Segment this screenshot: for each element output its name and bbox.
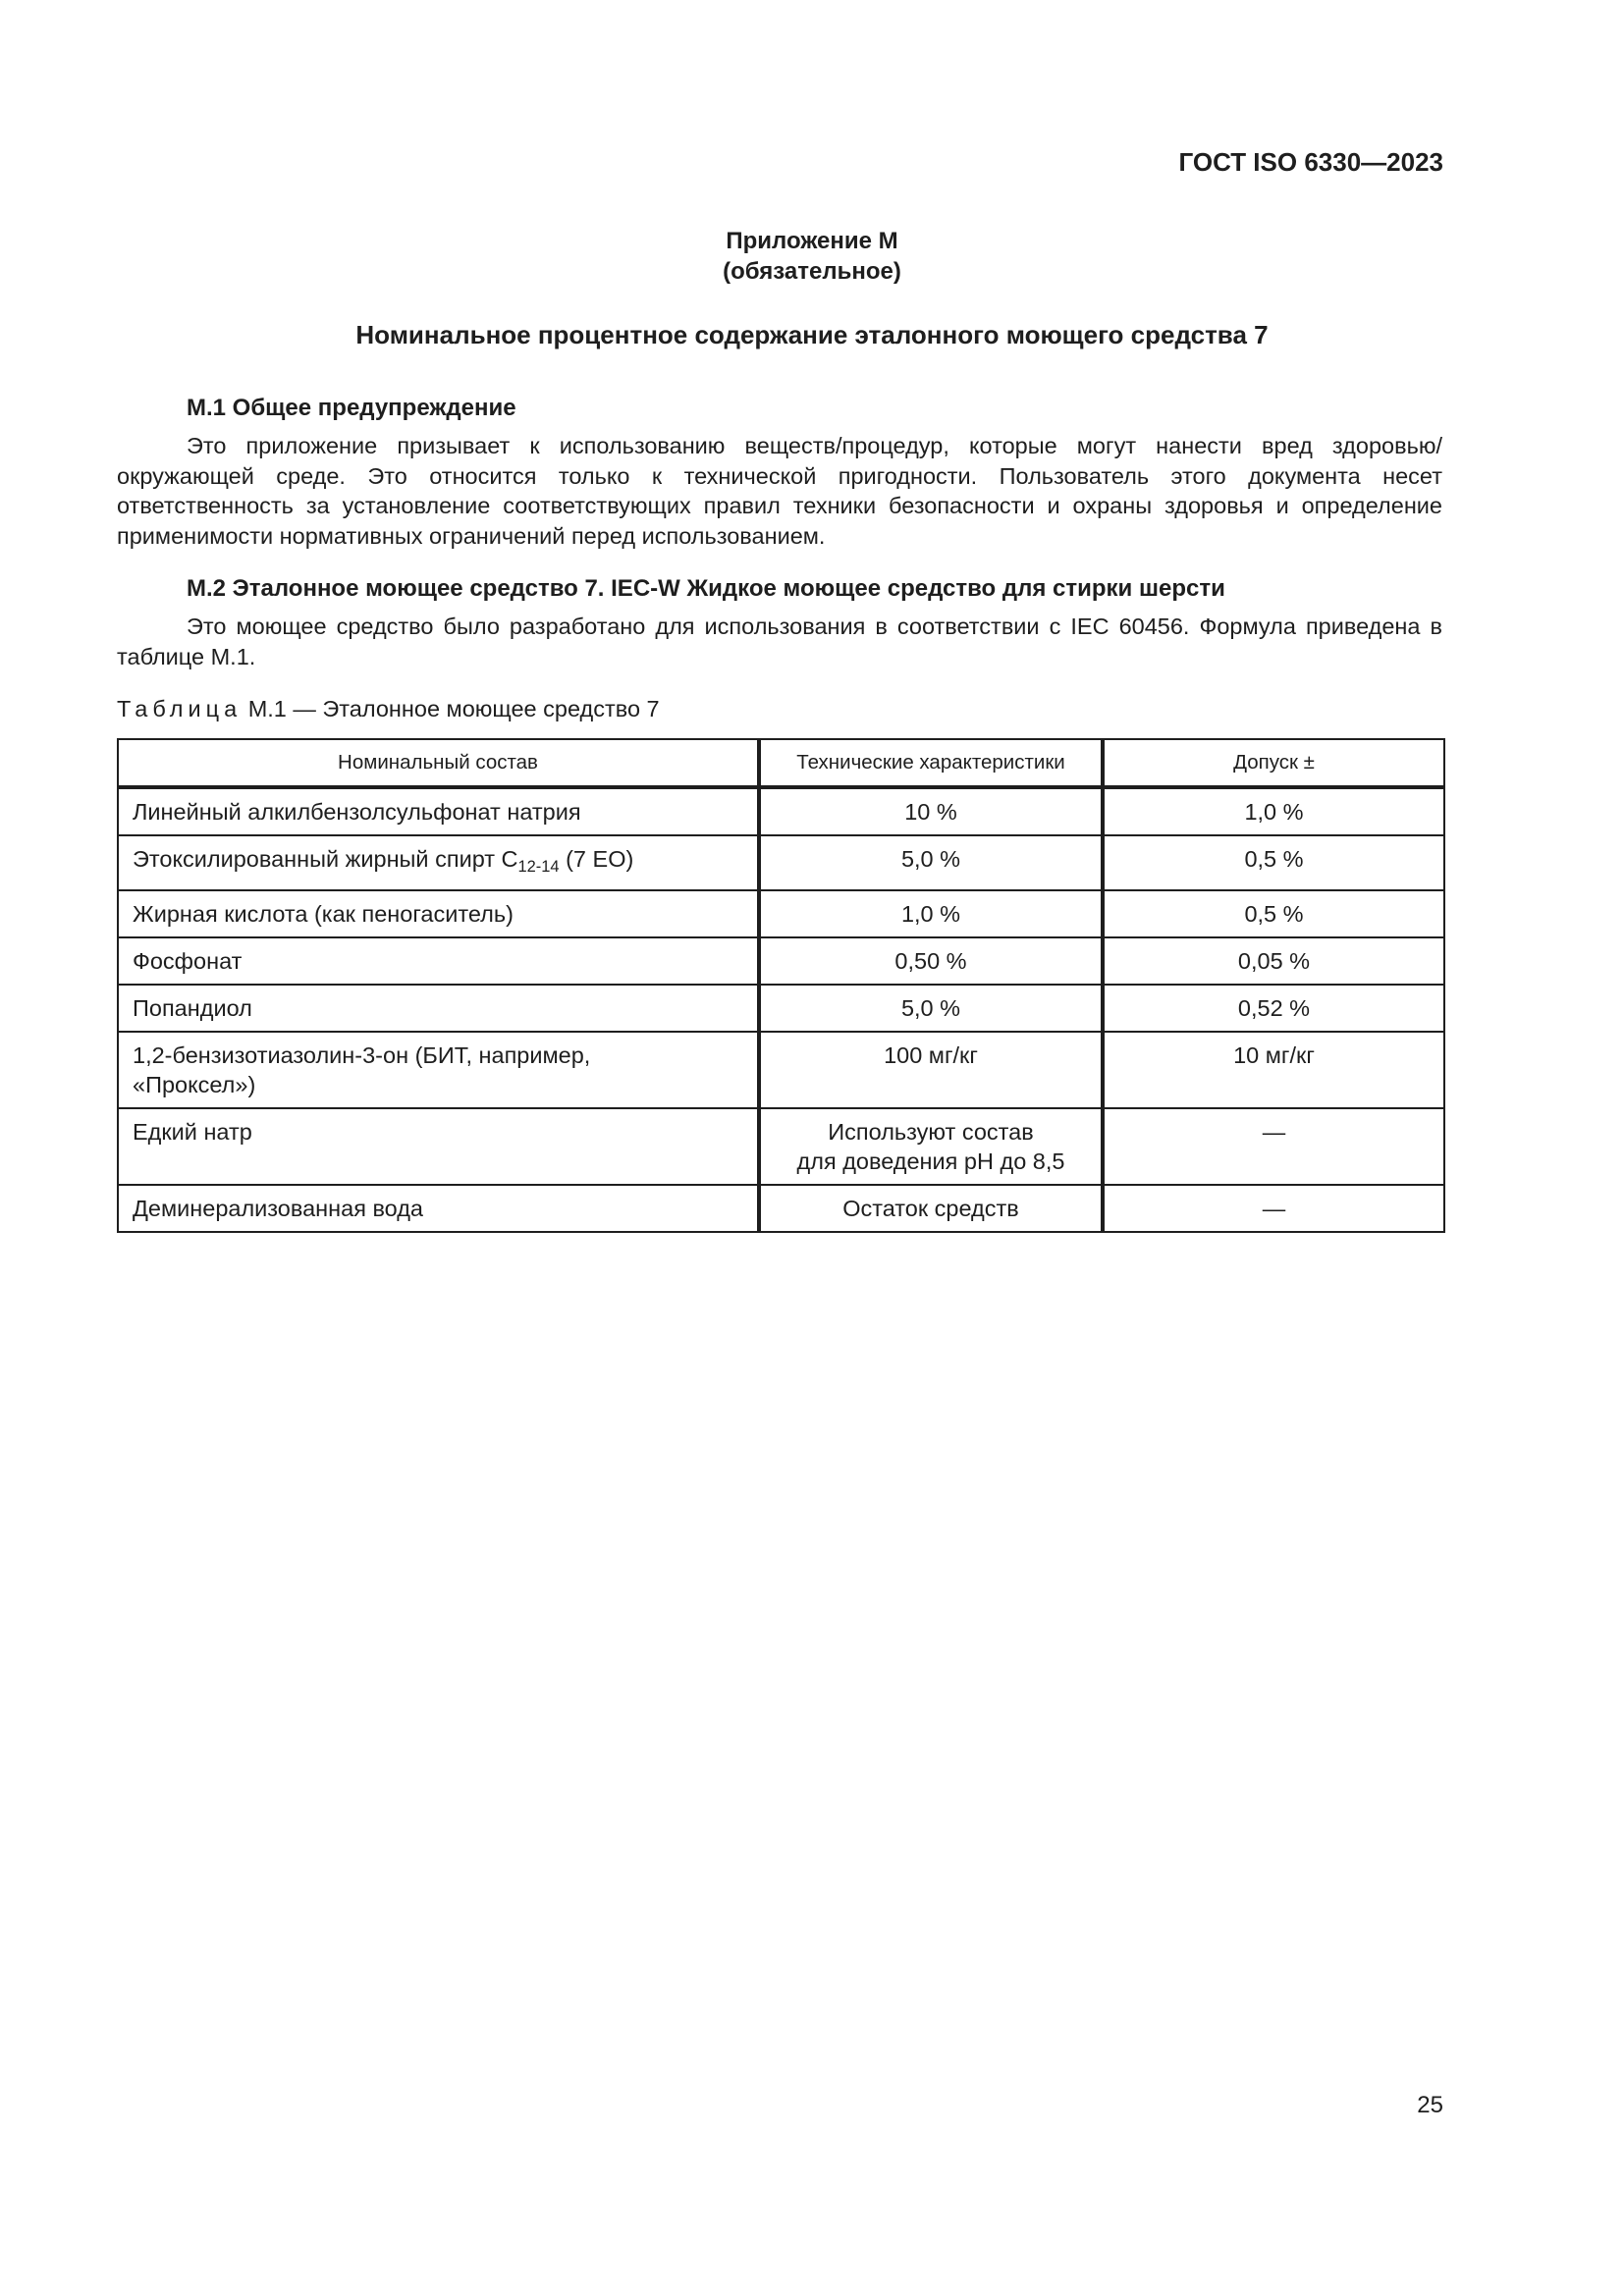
table-row <box>118 1032 1444 1108</box>
table-caption <box>117 696 660 722</box>
cell-specification <box>759 1108 1103 1185</box>
cell-composition <box>118 835 759 890</box>
cell-tolerance: 0,52 % <box>1103 985 1444 1032</box>
section-m2-paragraph: Это моющее средство было разработано для использования в соответствии с IEC 60456. Формула приведена в таблице М.1. <box>117 614 1442 669</box>
annex-heading <box>0 226 1624 287</box>
cell-composition <box>118 1032 759 1108</box>
cell-composition-tail: (7 ЕО) <box>559 846 634 872</box>
document-code: ГОСТ ISO 6330—2023 <box>1178 147 1443 177</box>
cell-composition-line: «Проксел») <box>133 1072 256 1097</box>
table-row <box>118 835 1444 890</box>
cell-tolerance: 0,05 % <box>1103 937 1444 985</box>
cell-tolerance: 10 мг/кг <box>1103 1032 1444 1108</box>
column-header-specification: Технические характеристики <box>759 739 1103 787</box>
table-row <box>118 787 1444 835</box>
section-m1-body <box>117 431 1442 551</box>
cell-tolerance: 0,5 % <box>1103 890 1444 937</box>
annex-label: Приложение М <box>726 228 898 254</box>
annex-title: Номинальное процентное содержание эталонного моющего средства 7 <box>355 320 1269 349</box>
page-number: 25 <box>1417 2092 1443 2118</box>
cell-specification: 5,0 % <box>759 835 1103 890</box>
table-row <box>118 890 1444 937</box>
table-row <box>118 1185 1444 1232</box>
table-caption-prefix: Таблица <box>117 696 243 721</box>
section-m2-body <box>117 612 1442 671</box>
table-caption-text: М.1 — Эталонное моющее средство 7 <box>247 696 660 721</box>
cell-composition: Едкий натр <box>118 1108 759 1185</box>
cell-specification: 5,0 % <box>759 985 1103 1032</box>
section-m1-paragraph: Это приложение призывает к использованию веществ/процедур, которые могут нанести вред здоровью/окружающей среде. Это относится только к технической пригодности. Пользователь этого документа несет ответственность за установление соответствующих правил техники безопасности и охраны здоровья и определение применимости нормативных ограничений перед использованием. <box>117 433 1442 549</box>
cell-tolerance: 1,0 % <box>1103 787 1444 835</box>
cell-composition-main: Этоксилированный жирный спирт С <box>133 846 518 872</box>
cell-composition-subscript: 12-14 <box>517 858 560 876</box>
cell-tolerance: 0,5 % <box>1103 835 1444 890</box>
table-header-row <box>118 739 1444 787</box>
section-m1-heading: М.1 Общее предупреждение <box>187 395 516 421</box>
column-header-tolerance: Допуск ± <box>1103 739 1444 787</box>
cell-specification: 1,0 % <box>759 890 1103 937</box>
table-row <box>118 937 1444 985</box>
table-row <box>118 1108 1444 1185</box>
cell-specification-line: для доведения рН до 8,5 <box>796 1148 1065 1174</box>
cell-composition: Жирная кислота (как пеногаситель) <box>118 890 759 937</box>
cell-tolerance: — <box>1103 1108 1444 1185</box>
cell-tolerance: — <box>1103 1185 1444 1232</box>
section-m2-heading: М.2 Эталонное моющее средство 7. IEC-W Жидкое моющее средство для стирки шерсти <box>187 575 1225 602</box>
cell-specification: 0,50 % <box>759 937 1103 985</box>
cell-specification: Остаток средств <box>759 1185 1103 1232</box>
cell-specification-line: Используют состав <box>828 1119 1034 1145</box>
cell-composition: Деминерализованная вода <box>118 1185 759 1232</box>
cell-composition-line: 1,2-бензизотиазолин-3-он (БИТ, например, <box>133 1042 591 1068</box>
table-row <box>118 985 1444 1032</box>
column-header-composition: Номинальный состав <box>118 739 759 787</box>
cell-composition: Попандиол <box>118 985 759 1032</box>
cell-composition: Линейный алкилбензолсульфонат натрия <box>118 787 759 835</box>
cell-specification: 100 мг/кг <box>759 1032 1103 1108</box>
cell-composition: Фосфонат <box>118 937 759 985</box>
annex-status: (обязательное) <box>723 258 901 285</box>
composition-table <box>117 738 1445 1233</box>
cell-specification: 10 % <box>759 787 1103 835</box>
